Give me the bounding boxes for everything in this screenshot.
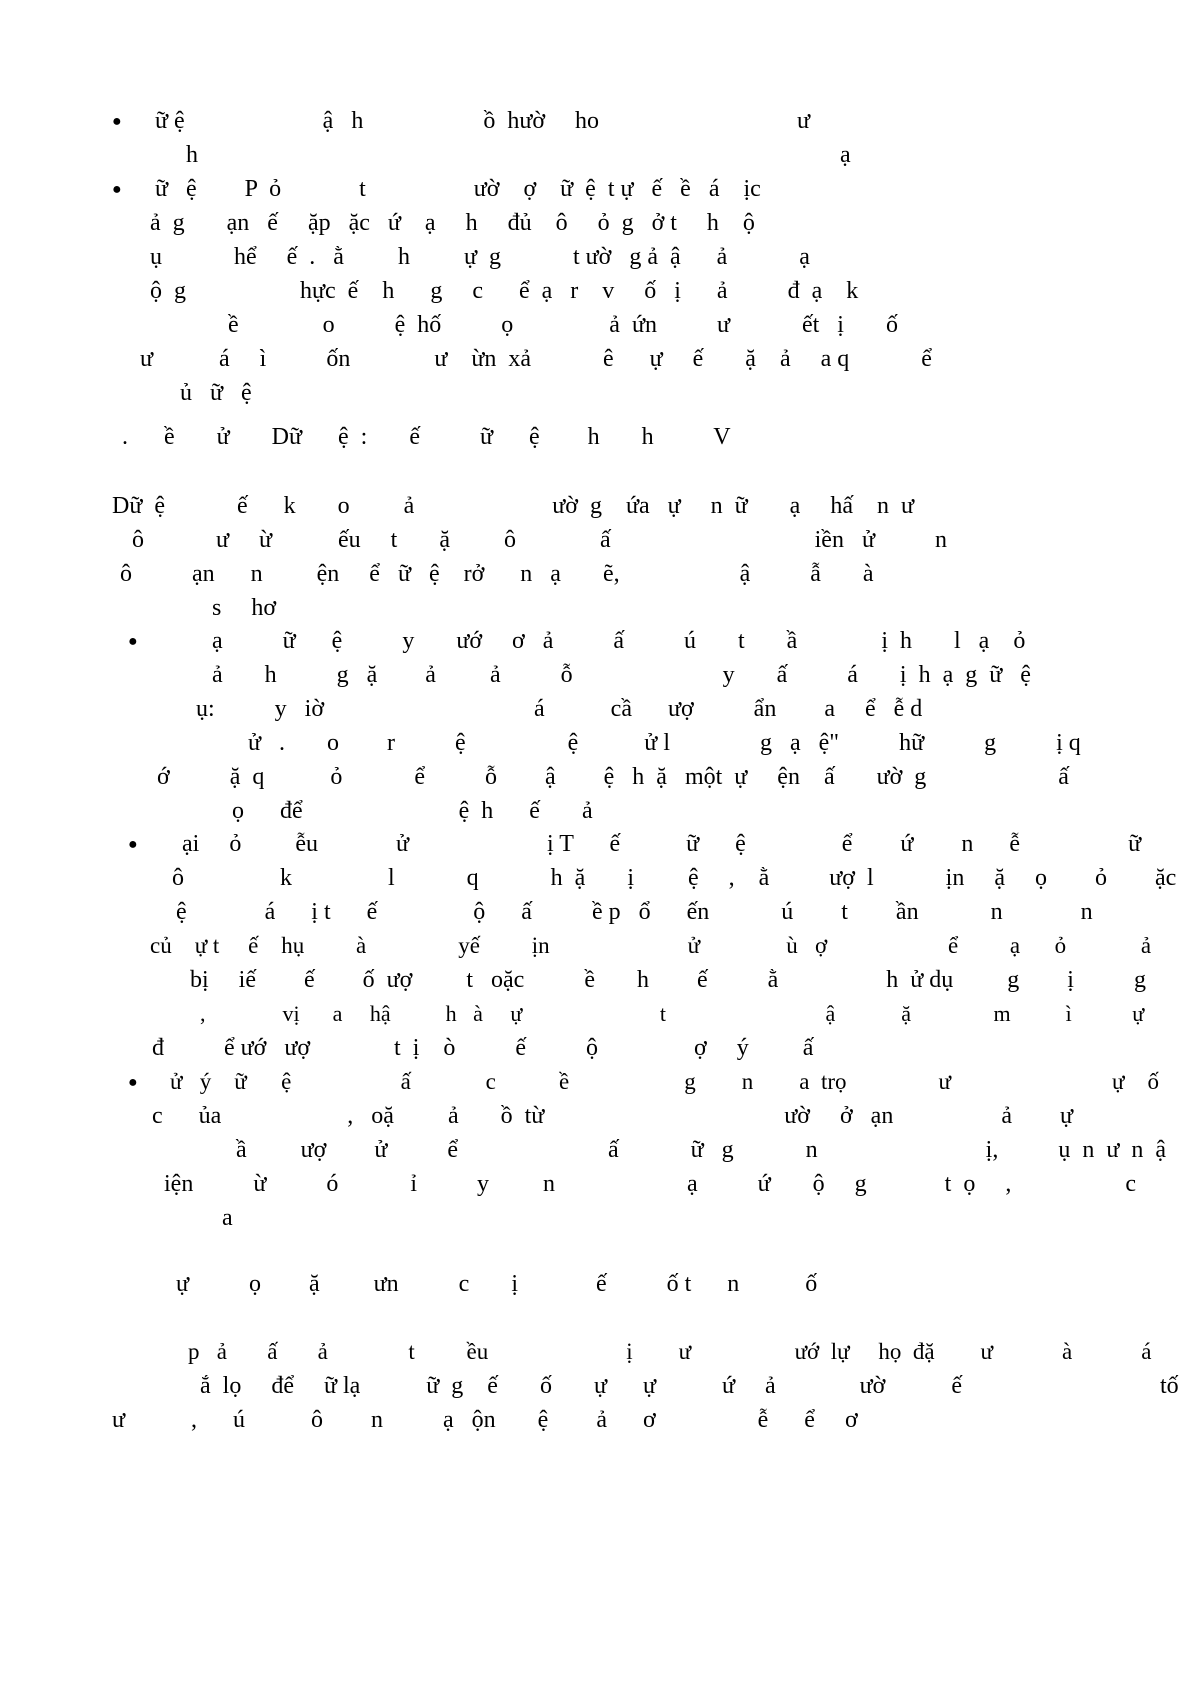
text-line: ả g ạn ế ặp ặc ứ ạ h đủ ô ỏ g ở t h ộ	[150, 210, 755, 236]
section-heading: . ề ử Dữ ệ : ế ữ ệ h h V	[122, 424, 731, 450]
text-line: ủ ữ ệ	[180, 380, 252, 406]
text-line: ộ g hực ế h g c ể ạ r v ố ị ả đ ạ k	[150, 278, 859, 304]
text-line: ệ á ị t ế ộ ấ ề p ổ ến ú t ần n n	[176, 899, 1093, 925]
text-line: ại ỏ ễu ử ị T ế ữ ệ ể ứ n ễ ữ	[182, 831, 1142, 857]
text-line: a	[222, 1205, 233, 1231]
text-line: Dữ ệ ế k o ả ườ g ứa ự n ữ ạ hấ n ư	[112, 493, 914, 519]
text-line: ử . o r ệ ệ ử l g ạ ệ" hữ g ị q	[248, 730, 1081, 756]
text-line: ô k l q h ặ ị ệ , ằ ượ l ịn ặ ọ ỏ ặc	[172, 865, 1177, 891]
text-line: ớ ặ q ỏ ể ỗ ậ ệ h ặ một ự ện ấ ườ g ấ	[157, 764, 1069, 790]
text-line: ả h g ặ ả ả ỗ y ấ á ị h ạ g ữ ệ	[212, 662, 1031, 688]
text-line: , vị a hậ h à ự t ậ ặ m ì ự	[200, 1001, 1145, 1026]
text-line: bị iế ế ố ượ t oặc ề h ế ằ h ử dụ g ị g	[190, 967, 1146, 993]
text-line: ử ý ữ ệ ấ c ề g n a trọ ư ự ố	[170, 1069, 1159, 1094]
text-line: ắ lọ để ữ lạ ữ g ế ố ự ự ứ ả ườ ế tố	[200, 1373, 1179, 1399]
text-line: iện ừ ó ỉ y n ạ ứ ộ g t ọ , c	[164, 1171, 1136, 1197]
bullet-marker: ●	[112, 113, 122, 130]
bullet-marker: ●	[128, 836, 138, 853]
text-line: h ạ	[186, 142, 851, 168]
text-line: củ ự t ế hụ à yế ịn ử ù ợ ể ạ ỏ ả	[150, 933, 1152, 958]
text-line: s hơ	[212, 595, 277, 621]
text-line: ô ư ừ ếu t ặ ô ấ iền ử n	[132, 527, 947, 553]
text-line: ư á ì ốn ư ừn xả ê ự ế ặ ả a q ể	[140, 346, 932, 372]
text-line: ữ ệ P ỏ t ườ ợ ữ ệ t ự ế ề á ịc	[155, 176, 761, 202]
text-line: ầ ượ ử ể ấ ữ g n ị, ụ n ư n ậ	[236, 1137, 1166, 1163]
text-line: ữ ệ ậ h ồ hườ ho ư	[155, 108, 811, 134]
text-line: ô ạn n ện ể ữ ệ rở n ạ ẽ, ậ ẫ à	[120, 561, 874, 587]
text-line: ụ hể ế . ằ h ự g t ườ g ả ậ ả ạ	[150, 244, 810, 270]
text-line: ụ: y iờ á cầ ượ ẩn a ể ễ d	[196, 696, 923, 722]
text-line: đ ể ướ ượ t ị ò ế ộ ợ ý ấ	[152, 1035, 814, 1061]
text-line: ư , ú ô n ạ ộn ệ ả ơ ễ ể ơ	[112, 1407, 858, 1433]
text-line: p ả ấ ả t ều ị ư ướ lự họ đặ ư à á	[188, 1339, 1152, 1364]
section-heading: ự ọ ặ ưn c ị ế ố t n ố	[176, 1271, 818, 1297]
text-line: c ủa , oặ ả ồ từ ườ ở ạn ả ự	[152, 1103, 1073, 1129]
bullet-marker: ●	[128, 1074, 138, 1091]
bullet-marker: ●	[112, 181, 122, 198]
bullet-marker: ●	[128, 633, 138, 650]
text-line: ạ ữ ệ y ướ ơ ả ấ ú t ầ ị h l ạ ỏ	[212, 628, 1026, 654]
text-line: ọ để ệ h ế ả	[232, 798, 593, 824]
text-line: ề o ệ hố ọ ả ứn ư ết ị ố	[228, 312, 898, 338]
